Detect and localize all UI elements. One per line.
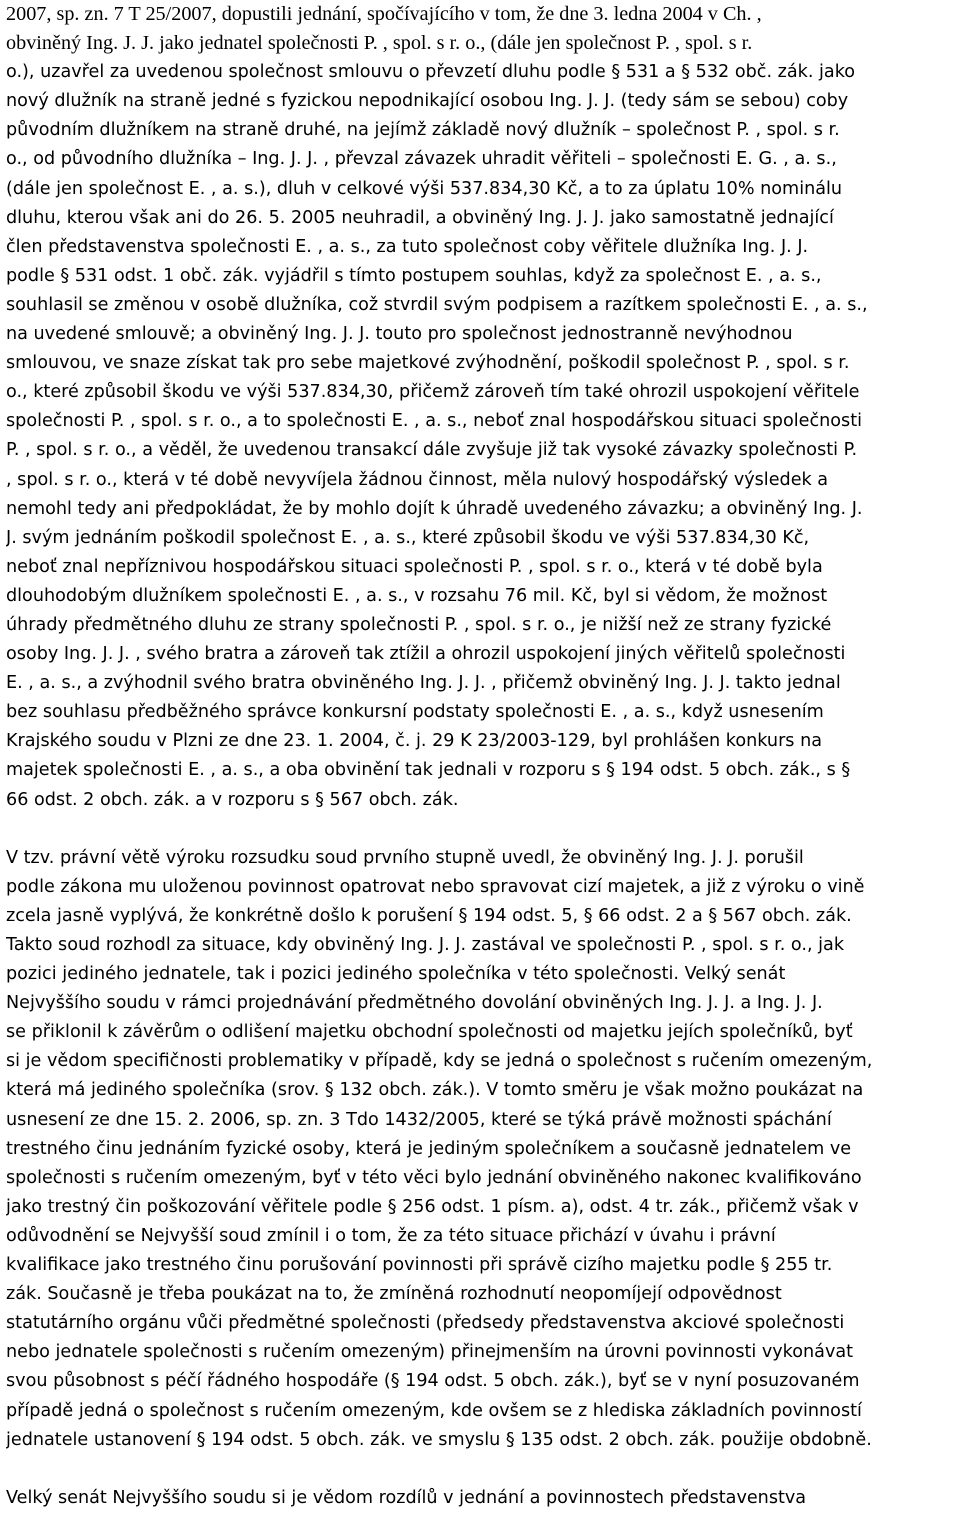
- text-line: o., které způsobil škodu ve výši 537.834,30, přičemž zároveň tím také ohrozil uspokojení věřitele: [6, 382, 860, 403]
- paragraph-legal-sentence: [6, 844, 956, 1455]
- text-line: zcela jasně vyplývá, že konkrétně došlo k porušení § 194 odst. 5, § 66 odst. 2 a § 567 obch. zák.: [6, 905, 852, 926]
- text-line: na uvedené smlouvě; a obviněný Ing. J. J. touto pro společnost jednostranně nevýhodnou: [6, 324, 793, 345]
- text-line: 2007, sp. zn. 7 T 25/2007, dopustili jednání, spočívajícího v tom, že dne 3. ledna 2004 v Ch. ,: [6, 3, 762, 25]
- text-line: Takto soud rozhodl za situace, kdy obviněný Ing. J. J. zastával ve společnosti P. , spol. s r. o., jak: [6, 935, 845, 955]
- text-line: jednatele ustanovení § 194 odst. 5 obch. zák. ve smyslu § 135 odst. 2 obch. zák. použije obdobně.: [6, 1429, 872, 1450]
- text-line: podle zákona mu uloženou povinnost opatrovat nebo spravovat cizí majetek, a již z výroku o vině: [6, 876, 865, 897]
- text-line: kvalifikace jako trestného činu porušování povinnosti při správě cizího majetku podle § 255 tr.: [6, 1255, 833, 1276]
- text-line: obviněný Ing. J. J. jako jednatel společnosti P. , spol. s r. o., (dále jen společnost P. , spol. s r.: [6, 32, 753, 55]
- text-line: majetek společnosti E. , a. s., a oba obvinění tak jednali v rozporu s § 194 odst. 5 obch. zák., s §: [6, 760, 851, 781]
- text-line: společnosti s ručením omezeným, byť v této věci bylo jednání obviněného nakonec kvalifikováno: [6, 1167, 862, 1188]
- text-line: úhrady předmětného dluhu ze strany společnosti P. , spol. s r. o., je nižší než ze strany fyzické: [6, 614, 832, 635]
- text-line: zák. Současně je třeba poukázat na to, že zmíněná rozhodnutí neopomíjejí odpovědnost: [6, 1284, 782, 1305]
- text-line: E. , a. s., a zvýhodnil svého bratra obviněného Ing. J. J. , přičemž obviněný Ing. J. J. takto jednal: [6, 673, 841, 694]
- text-line: pozici jediného jednatele, tak i pozici jediného společníka v této společnosti. Velký senát: [6, 964, 786, 985]
- text-line: P. , spol. s r. o., a věděl, že uvedenou transakcí dále zvyšuje již tak vysoké závazky společnosti P.: [6, 440, 858, 461]
- paragraph-charges: [6, 0, 956, 815]
- text-line: člen představenstva společnosti E. , a. s., za tuto společnost coby věřitele dlužníka Ing. J. J.: [6, 236, 809, 257]
- text-line: 66 odst. 2 obch. zák. a v rozporu s § 567 obch. zák.: [6, 789, 459, 810]
- text-line: , spol. s r. o., která v té době nevyvíjela žádnou činnost, měla nulový hospodářský výsledek a: [6, 469, 829, 490]
- text-line: nebo jednatele společnosti s ručením omezeným) přinejmenším na úrovni povinnosti vykonávat: [6, 1342, 854, 1363]
- paragraph-grand-chamber: [6, 1484, 956, 1513]
- text-line: odůvodnění se Nejvyšší soud zmínil i o tom, že za této situace přichází v úvahu i právní: [6, 1225, 776, 1246]
- text-line: případě jedná o společnost s ručením omezeným, kde ovšem se z hlediska základních povinností: [6, 1400, 862, 1421]
- text-line: dlouhodobým dlužníkem společnosti E. , a. s., v rozsahu 76 mil. Kč, byl si vědom, že možnost: [6, 585, 828, 606]
- text-line: usnesení ze dne 15. 2. 2006, sp. zn. 3 Tdo 1432/2005, které se týká právě možnosti spáchání: [6, 1109, 832, 1130]
- text-line: (dále jen společnost E. , a. s.), dluh v celkové výši 537.834,30 Kč, a to za úplatu 10% nominálu: [6, 178, 843, 199]
- text-line: společnosti P. , spol. s r. o., a to společnosti E. , a. s., neboť znal hospodářskou situaci společnosti: [6, 411, 862, 432]
- text-line: podle § 531 odst. 1 obč. zák. vyjádřil s tímto postupem souhlas, když za společnost E. , a. s.,: [6, 265, 822, 286]
- text-line: osoby Ing. J. J. , svého bratra a zároveň tak ztížil a ohrozil uspokojení jiných věřitelů společnosti: [6, 644, 846, 665]
- document-page: [6, 0, 956, 1513]
- text-line: smlouvou, ve snaze získat tak pro sebe majetkové zvýhodnění, poškodil společnost P. , spol. s r.: [6, 353, 850, 374]
- text-line: původním dlužníkem na straně druhé, na jejímž základě nový dlužník – společnost P. , spol. s r.: [6, 120, 840, 141]
- text-line: se přiklonil k závěrům o odlišení majetku obchodní společnosti od majetku jejích společníků, byť: [6, 1022, 853, 1043]
- text-line: Nejvyššího soudu v rámci projednávání předmětného dovolání obviněných Ing. J. J. a Ing. J. J.: [6, 993, 823, 1014]
- text-line: jako trestný čin poškozování věřitele podle § 256 odst. 1 písm. a), odst. 4 tr. zák., přičemž však v: [6, 1196, 859, 1217]
- text-line: J. svým jednáním poškodil společnost E. , a. s., které způsobil škodu ve výši 537.834,30 Kč,: [6, 527, 810, 548]
- text-line: Velký senát Nejvyššího soudu si je vědom rozdílů v jednání a povinnostech představenstva: [6, 1487, 807, 1508]
- text-line: trestného činu jednáním fyzické osoby, která je jediným společníkem a současně jednatelem ve: [6, 1138, 852, 1159]
- text-line: neboť znal nepříznivou hospodářskou situaci společnosti P. , spol. s r. o., která v té době byla: [6, 556, 823, 577]
- paragraph-gap: [6, 1455, 956, 1484]
- text-line: nemohl tedy ani předpokládat, že by mohlo dojít k úhradě uvedeného závazku; a obviněný Ing. J.: [6, 498, 863, 519]
- text-line: si je vědom specifičnosti problematiky v případě, kdy se jedná o společnost s ručením omezeným,: [6, 1051, 873, 1072]
- text-line: bez souhlasu předběžného správce konkursní podstaty společnosti E. , a. s., když usnesením: [6, 702, 824, 723]
- text-line: svou působnost s péčí řádného hospodáře (§ 194 odst. 5 obch. zák.), byť se v nyní posuzovaném: [6, 1371, 860, 1392]
- text-line: souhlasil se změnou v osobě dlužníka, což stvrdil svým podpisem a razítkem společnosti E. , a. s.,: [6, 294, 868, 315]
- text-line: o.), uzavřel za uvedenou společnost smlouvu o převzetí dluhu podle § 531 a § 532 obč. zák. jako: [6, 62, 856, 83]
- text-line: Krajského soudu v Plzni ze dne 23. 1. 2004, č. j. 29 K 23/2003-129, byl prohlášen konkurs na: [6, 731, 822, 752]
- text-line: dluhu, kterou však ani do 26. 5. 2005 neuhradil, a obviněný Ing. J. J. jako samostatně jednající: [6, 207, 834, 228]
- paragraph-gap: [6, 815, 956, 844]
- text-line: statutárního orgánu vůči předmětné společnosti (předsedy představenstva akciové společnosti: [6, 1313, 845, 1334]
- text-line: o., od původního dlužníka – Ing. J. J. , převzal závazek uhradit věřiteli – společnosti E. G. , a. s.,: [6, 149, 837, 170]
- text-line: V tzv. právní větě výroku rozsudku soud prvního stupně uvedl, že obviněný Ing. J. J. porušil: [6, 847, 804, 868]
- text-line: která má jediného společníka (srov. § 132 obch. zák.). V tomto směru je však možno poukázat na: [6, 1080, 864, 1101]
- text-line: nový dlužník na straně jedné s fyzickou nepodnikající osobou Ing. J. J. (tedy sám se sebou) coby: [6, 91, 849, 112]
